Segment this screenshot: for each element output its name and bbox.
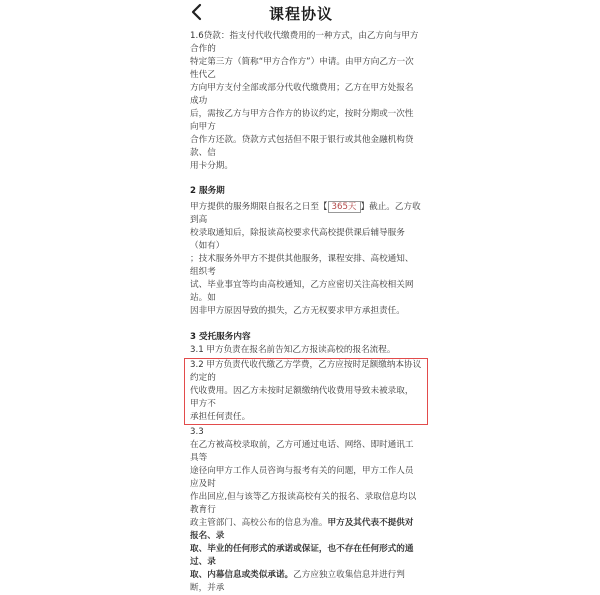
- clause-3-3-text: 政主管部门、高校公布的信息为准。: [190, 518, 328, 528]
- clause-3-3-text: 乙方应独立收集信息并进行判断，并承: [190, 570, 405, 593]
- page-title: 课程协议: [268, 5, 333, 23]
- clause-1-6-line: 1.6贷款：指支付代收代缴费用的一种方式，由乙方向与甲方合作的: [190, 31, 419, 54]
- clause-2-line: 校录取通知后，除报读高校要求代高校提供课后辅导服务（如有）: [190, 228, 405, 251]
- clause-3-3-line: 途径向甲方工作人员咨询与报考有关的问题，甲方工作人员应及时: [190, 466, 414, 489]
- phone-screen: [165, 0, 437, 593]
- clause-3-2-line: 代收费用。因乙方未按时足额缴纳代收费用导致未被录取，甲方不: [190, 386, 414, 409]
- clause-2-text: 】截止。乙方收到高: [190, 202, 421, 225]
- clause-1-6-line: 用卡分期。: [190, 161, 233, 171]
- clause-2-line: ；技术服务外甲方不提供其他服务，课程安排、高校通知、组织考: [190, 254, 414, 277]
- clause-3-3-bold-line: 取、毕业的任何形式的承诺或保证，也不存在任何形式的通过、录: [190, 544, 414, 567]
- clause-3-2-line: 承担任何责任。: [190, 412, 251, 422]
- clause-3-3-bold: 取、内幕信息或类似承诺。: [190, 570, 294, 580]
- section-heading-service-period: 2 服务期: [190, 186, 225, 196]
- clause-3-3-line: 作出回应,但与该等乙方报读高校有关的报名、录取信息均以教育行: [190, 492, 417, 515]
- clause-3-3-line: [190, 517, 422, 543]
- clause-1-6-line: 合作方还款。贷款方式包括但不限于银行或其他金融机构贷款、信: [190, 135, 414, 158]
- clause-1-6-line: 特定第三方（简称“甲方合作方”）申请。由甲方向乙方一次性代乙: [190, 57, 414, 80]
- clause-3-3-line: [190, 569, 422, 595]
- clause-1-6-line: 后，需按乙方与甲方合作方的协议约定，按时分期或一次性向甲方: [190, 109, 414, 132]
- clause-2-line: 试、毕业事宜等均由高校通知，乙方应密切关注高校相关网站。如: [190, 280, 414, 303]
- clause-3-1: 3.1 甲方负责在报名前告知乙方报读高校的报名流程。: [190, 345, 396, 355]
- clause-2-text: 甲方提供的服务期限自报名之日至【: [190, 202, 328, 212]
- top-bar: [165, 0, 437, 26]
- agreement-body: [190, 30, 422, 595]
- clause-1-6-line: 方向甲方支付全部或部分代收代缴费用；乙方在甲方处报名成功: [190, 83, 414, 106]
- clause-3-3-bold: 甲方及其代表不提供对报名、录: [190, 518, 414, 541]
- clause-3-3-number: 3.3: [190, 427, 204, 437]
- clause-3-3-line: 在乙方被高校录取前，乙方可通过电话、网络、即时通讯工具等: [190, 440, 414, 463]
- highlight-box-clause-3-2: [184, 358, 428, 425]
- section-heading-entrusted-services: 3 受托服务内容: [190, 332, 251, 342]
- clause-2-line: 因非甲方原因导致的损失，乙方无权要求甲方承担责任。: [190, 306, 405, 316]
- clause-2-line: [190, 201, 422, 227]
- clause-3-2-line: 3.2 甲方负责代收代缴乙方学费，乙方应按时足额缴纳本协议约定的: [190, 360, 422, 383]
- service-days-value: 365天: [328, 201, 361, 213]
